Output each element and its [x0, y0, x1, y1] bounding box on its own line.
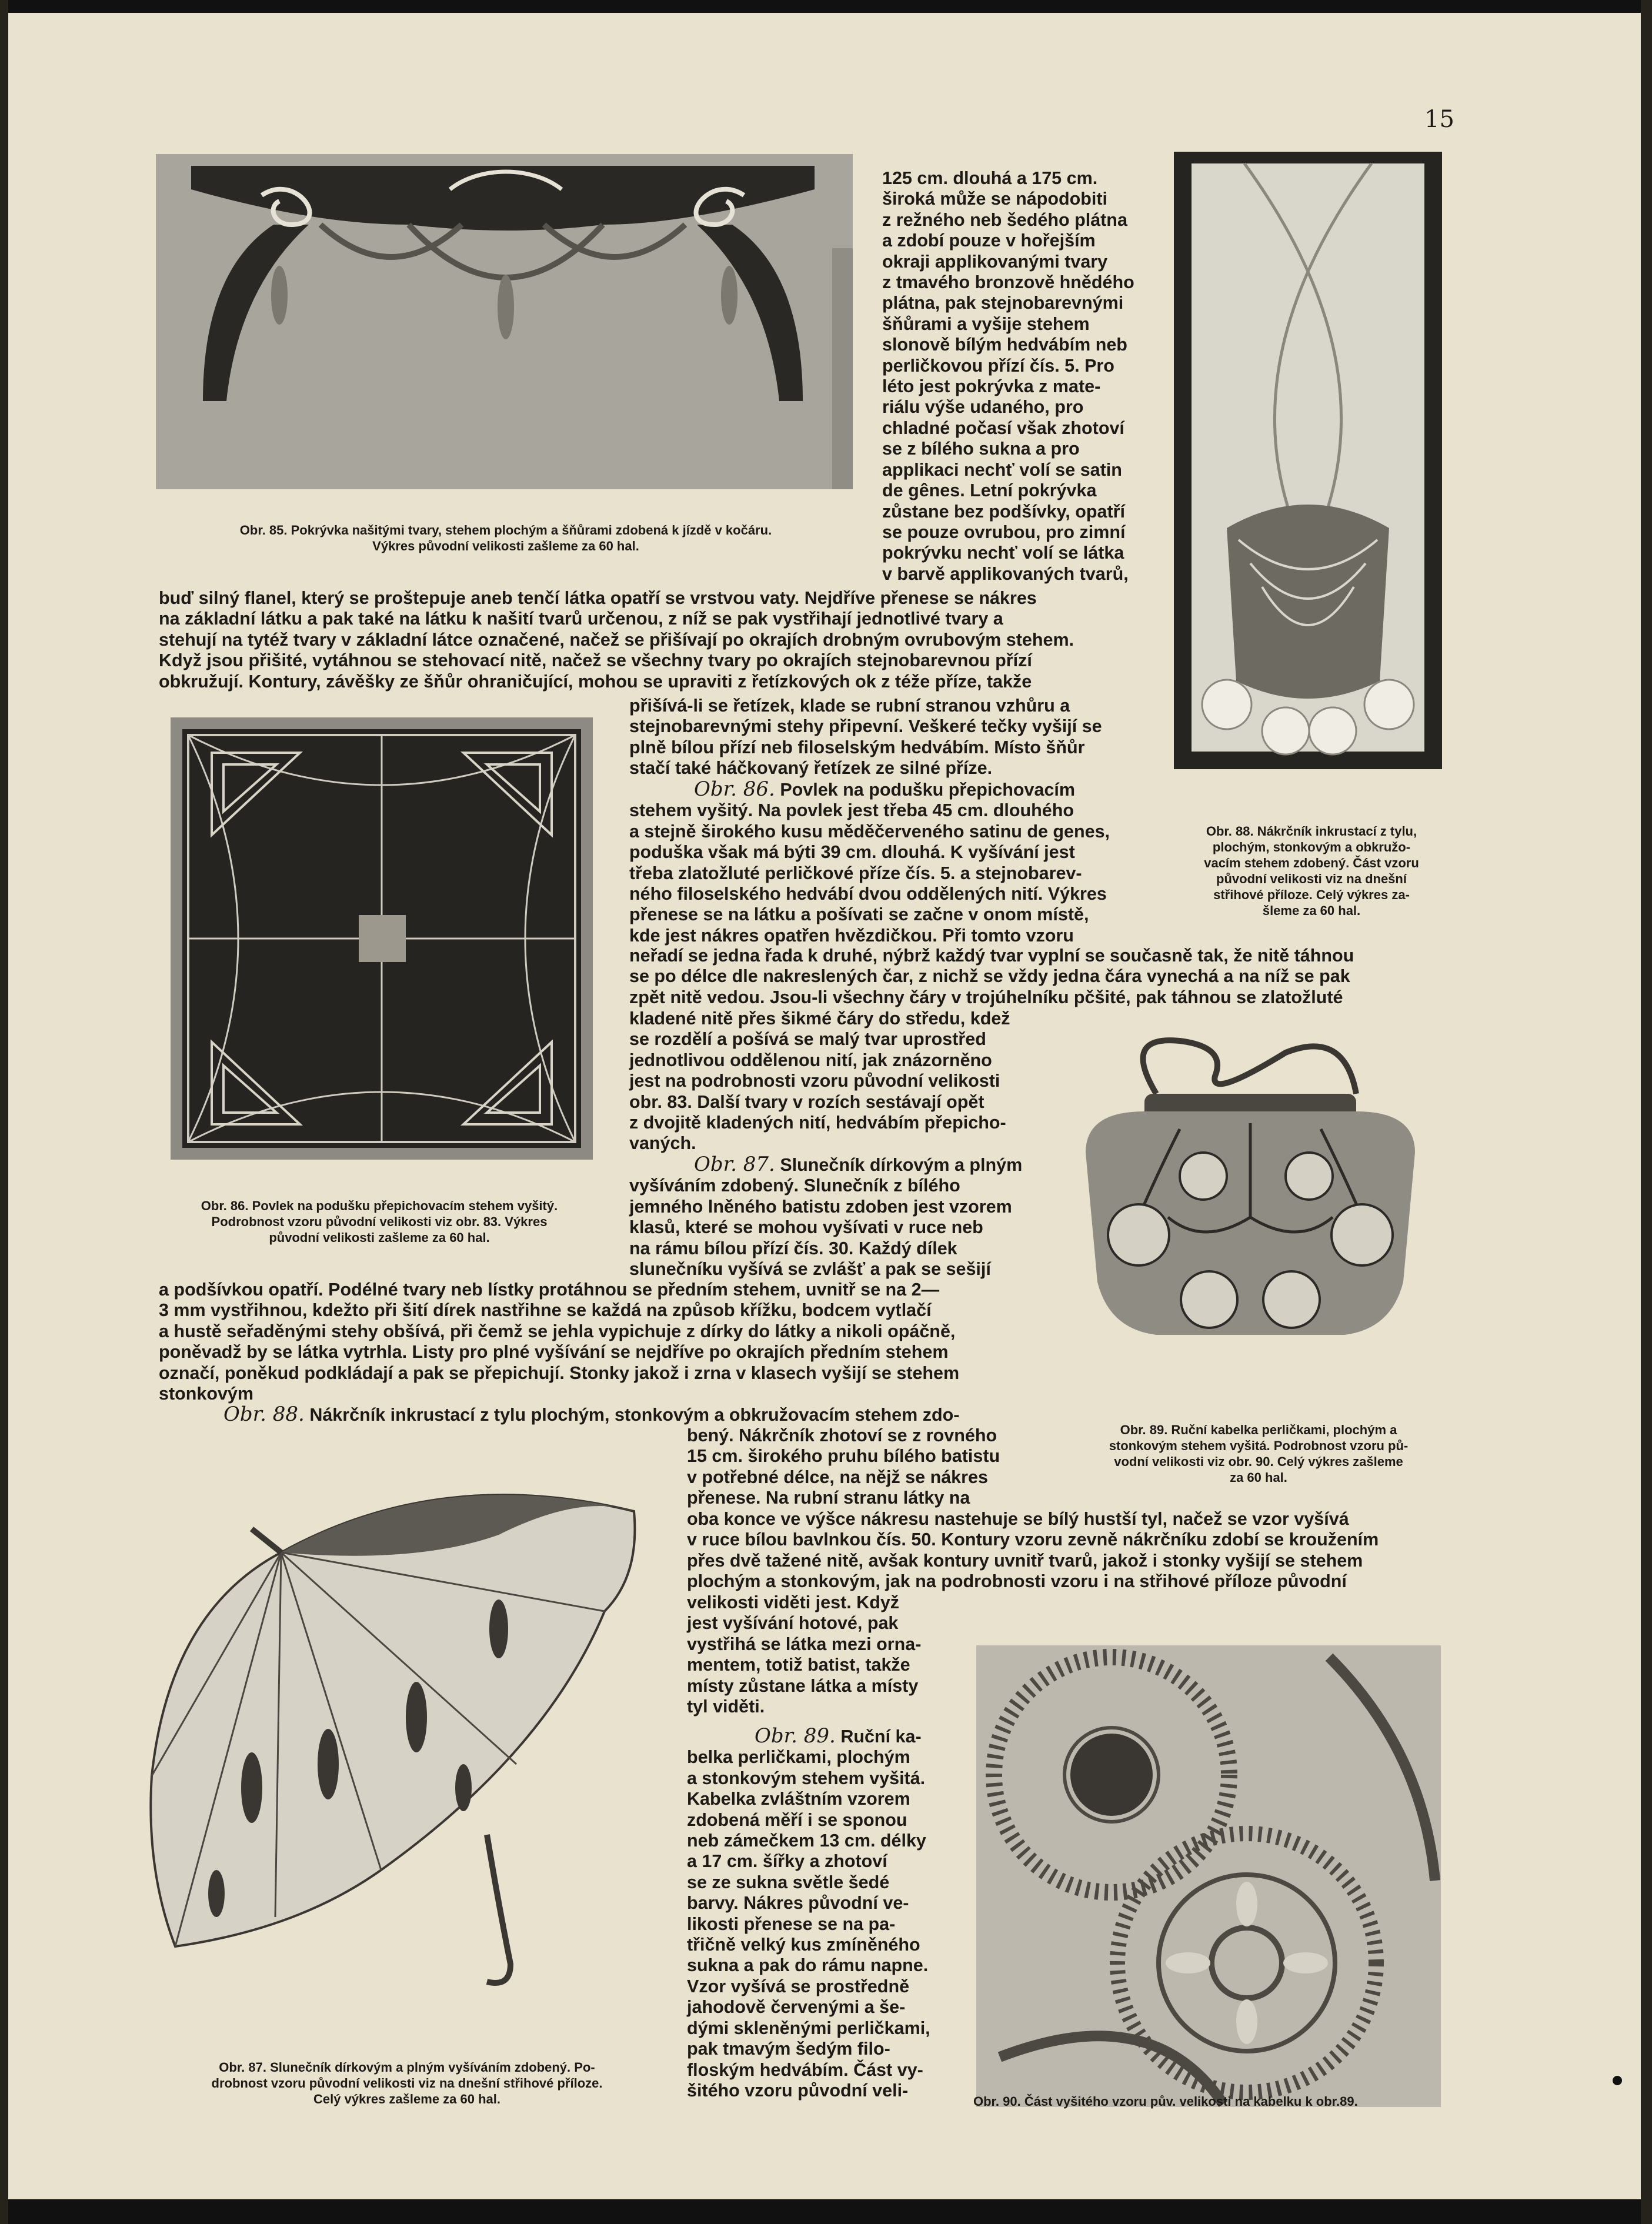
fig89-heading: Obr. 89. — [755, 1724, 836, 1748]
scan-border-right — [1641, 0, 1652, 2224]
text-block-fig87: Obr. 87. Slunečník dírkovým a plným vyšíváním zdobený. Slunečník z bílého jemného lněného batistu zdoben jest vzorem klasů, které se mohou vyšívati v ruce neb na rámu bílou přízí čís. 30. Každý dílek slunečníku vyšívá se zvlášť a pak se sešijí — [629, 1153, 1023, 1280]
figure-86-caption: Obr. 86. Povlek na podušku přepichovacím stehem vyšitý. Podrobnost vzoru původní velikosti viz obr. 83. Výkres původní velikosti zašleme za 60 hal. — [201, 1198, 558, 1245]
text-block-fig88-end: velikosti viděti jest. Když jest vyšívání hotové, pak vystřihá se látka mezi orna- mentem, totiž batist, takže místy zůstane látka a místy tyl viděti. — [687, 1592, 922, 1717]
scan-border-bottom — [0, 2199, 1652, 2224]
text-block-chain-stitch: přišívá-li se řetízek, klade se rubní stranou vzhůru a stejnobarevnými stehy připevní. Veškeré tečky vyšijí se plně bílou přízí neb filoselským hedvábím. Místo šňůr stačí také háčkovaný řetízek ze silné příze. — [629, 696, 1102, 779]
figure-89-handbag-image — [1050, 1023, 1450, 1353]
figure-85-blanket-image — [156, 154, 853, 489]
figure-90-pattern-image — [976, 1645, 1441, 2107]
figure-88-collar-image — [1174, 152, 1442, 769]
figure-87-umbrella-image — [134, 1458, 675, 1999]
fig86-heading: Obr. 86. — [694, 777, 775, 801]
fig87-heading: Obr. 87. — [694, 1153, 775, 1176]
figure-89-caption: Obr. 89. Ruční kabelka perličkami, plochým a stonkovým stehem vyšitá. Podrobnost vzoru pů- vodní velikosti viz obr. 90. Celý výkres zašleme za 60 hal. — [1109, 1422, 1409, 1485]
text-block-fig89: Obr. 89. Ruční ka- belka perličkami, plochým a stonkovým stehem vyšitá. Kabelka zvláštním vzorem zdobená měří i se sponou neb zámečkem 13 cm. délky a 17 cm. šířky a zhotoví se ze sukna světle šedé barvy. Nákres původní ve- likosti přenese se na pa- třičně velký kus zmíněného sukna a pak do rámu napne. Vzor vyšívá se prostředně jahodově červenými a še- dými skleněnými perličkami, pak tmavým šedým filo- floským hedvábím. Část vy- šitého vzoru původní veli- — [687, 1724, 930, 2101]
text-block-fig86-narrow: kladené nitě přes šikmé čáry do středu, kdež se rozdělí a pošívá se malý tvar uprostřed jednotlivou oddělenou nití, jak znázorněno jest na podrobnosti vzoru původní velikosti obr. 83. Další tvary v rozích sestávají opět z dvojitě kladených nití, hedvábím přepicho- vaných. — [629, 1009, 1010, 1154]
scan-dot — [1613, 2076, 1622, 2085]
text-block-blanket-wide: buď silný flanel, který se proštepuje aneb tenčí látka opatří se vrstvou vaty. Nejdříve přenese se nákres na základní látku a pak také na látku k našití tvarů určenou, z níž se pak vystřihají jednotlivé tvary a stehují na tytéž tvary v základní látce označené, načež se přišívají po okrajích drobným ovrubovým stehem. Když jsou přišité, vytáhnou se stehovací nitě, načež se všechny tvary po okrajích stejnobarevnou přízí obkružují. Kontury, závěšky ze šňůr ohraničující, mohou se upraviti z řetízkových ok z téže příze, takže — [159, 588, 1074, 692]
figure-87-caption: Obr. 87. Slunečník dírkovým a plným vyšíváním zdobený. Po- drobnost vzoru původní velikosti viz na dnešní střihové příloze. Celý výkres zašleme za 60 hal. — [211, 2060, 603, 2106]
text-block-fig88: Obr. 88. Nákrčník inkrustací z tylu plochým, stonkovým a obkružovacím stehem zdo- — [223, 1402, 960, 1426]
scan-border-left — [0, 0, 8, 2224]
text-block-fig86: Obr. 86. Povlek na podušku přepichovacím stehem vyšitý. Na povlek jest třeba 45 cm. dlouhého a stejně širokého kusu měděčerveného satinu de genes, poduška však má býti 39 cm. dlouhá. K vyšívání jest třeba zlatožluté perličkové příze čís. 5. a stejnobarev- ného filoselského hedvábí dvou oddělených nití. Výkres přenese se na látku a pošívati se začne v onom místě, kde jest nákres opatřen hvězdičkou. Při tomto vzoru — [629, 777, 1110, 946]
fig88-heading: Obr. 88. — [223, 1402, 305, 1426]
text-block-fig86-wide: neřadí se jedna řada k druhé, nýbrž každý tvar vyplní se současně tak, že nitě táhnou se po délce dle nakreslených čar, z nichž se vždy jedna čára vynechá a na níž se pak zpět nitě vedou. Jsou-li všechny čáry v trojúhelníku pčšité, pak táhnou se zlatožluté — [629, 946, 1354, 1007]
figure-85-caption: Obr. 85. Pokrývka našitými tvary, stehem plochým a šňůrami zdobená k jízdě v kočáru. Výkres původní velikosti zašleme za 60 hal. — [239, 523, 772, 553]
text-block-fig88-narrow: bený. Nákrčník zhotoví se z rovného 15 cm. širokého pruhu bílého batistu v potřebné délce, na nějž se nákres přenese. Na rubní stranu látky na — [687, 1425, 1000, 1508]
scan-border-top — [0, 0, 1652, 13]
text-block-fig88-wide: oba konce ve výšce nákresu nastehuje se bílý hustší tyl, načež se vzor vyšívá v ruce bílou bavlnkou čís. 50. Kontury vzoru zevně nákrčníku zdobí se kroužením přes dvě tažené nitě, avšak kontury uvnitř tvarů, jakož i stonky vyšijí se stehem plochým a stonkovým, jak na podrobnosti vzoru i na střihové příloze původní — [687, 1509, 1379, 1592]
figure-86-cushion-image — [171, 717, 593, 1160]
figure-88-caption: Obr. 88. Nákrčník inkrustací z tylu, plochým, stonkovým a obkružo- vacím stehem zdobený. Část vzoru původní velikosti viz na dnešní střihové příloze. Celý výkres za- šleme za 60 hal. — [1204, 824, 1419, 918]
page-number: 15 — [1424, 106, 1454, 133]
text-block-blanket-continued: 125 cm. dlouhá a 175 cm. široká může se nápodobiti z režného neb šedého plátna a zdobí pouze v hořejším okraji applikovanými tvary z tmavého bronzově hnědého plátna, pak stejnobarevnými šňůrami a vyšije stehem slonově bílým hedvábím neb perličkovou přízí čís. 5. Pro léto jest pokrývka z mate- riálu výše udaného, pro chladné počasí však zhotoví se z bílého sukna a pro applikaci nechť volí se satin de gênes. Letní pokrývka zůstane bez podšívky, opatří se pouze ovrubou, pro zimní pokrývku nechť volí se látka v barvě applikovaných tvarů, — [882, 168, 1134, 584]
figure-90-caption: Obr. 90. Část vyšitého vzoru pův. velikosti na kabelku k obr.89. — [973, 2094, 1358, 2109]
text-block-umbrella-wide: a podšívkou opatří. Podélné tvary neb lístky protáhnou se předním stehem, uvnitř se na 2— 3 mm vystřihnou, kdežto při šití dírek nastřihne se každá na způsob křížku, bodcem vytlačí a hustě seřaděnými stehy obšívá, při čemž se jehla vypichuje z dírky do látky a nikoli opáčně, poněvadž by se látka vytrhla. Listy pro plné vyšívání se nejdříve po okrajích předním stehem označí, poněkud podkládají a pak se přepichují. Stonky jakož i zrna v klasech vyšijí se stehem stonkovým — [159, 1280, 960, 1404]
